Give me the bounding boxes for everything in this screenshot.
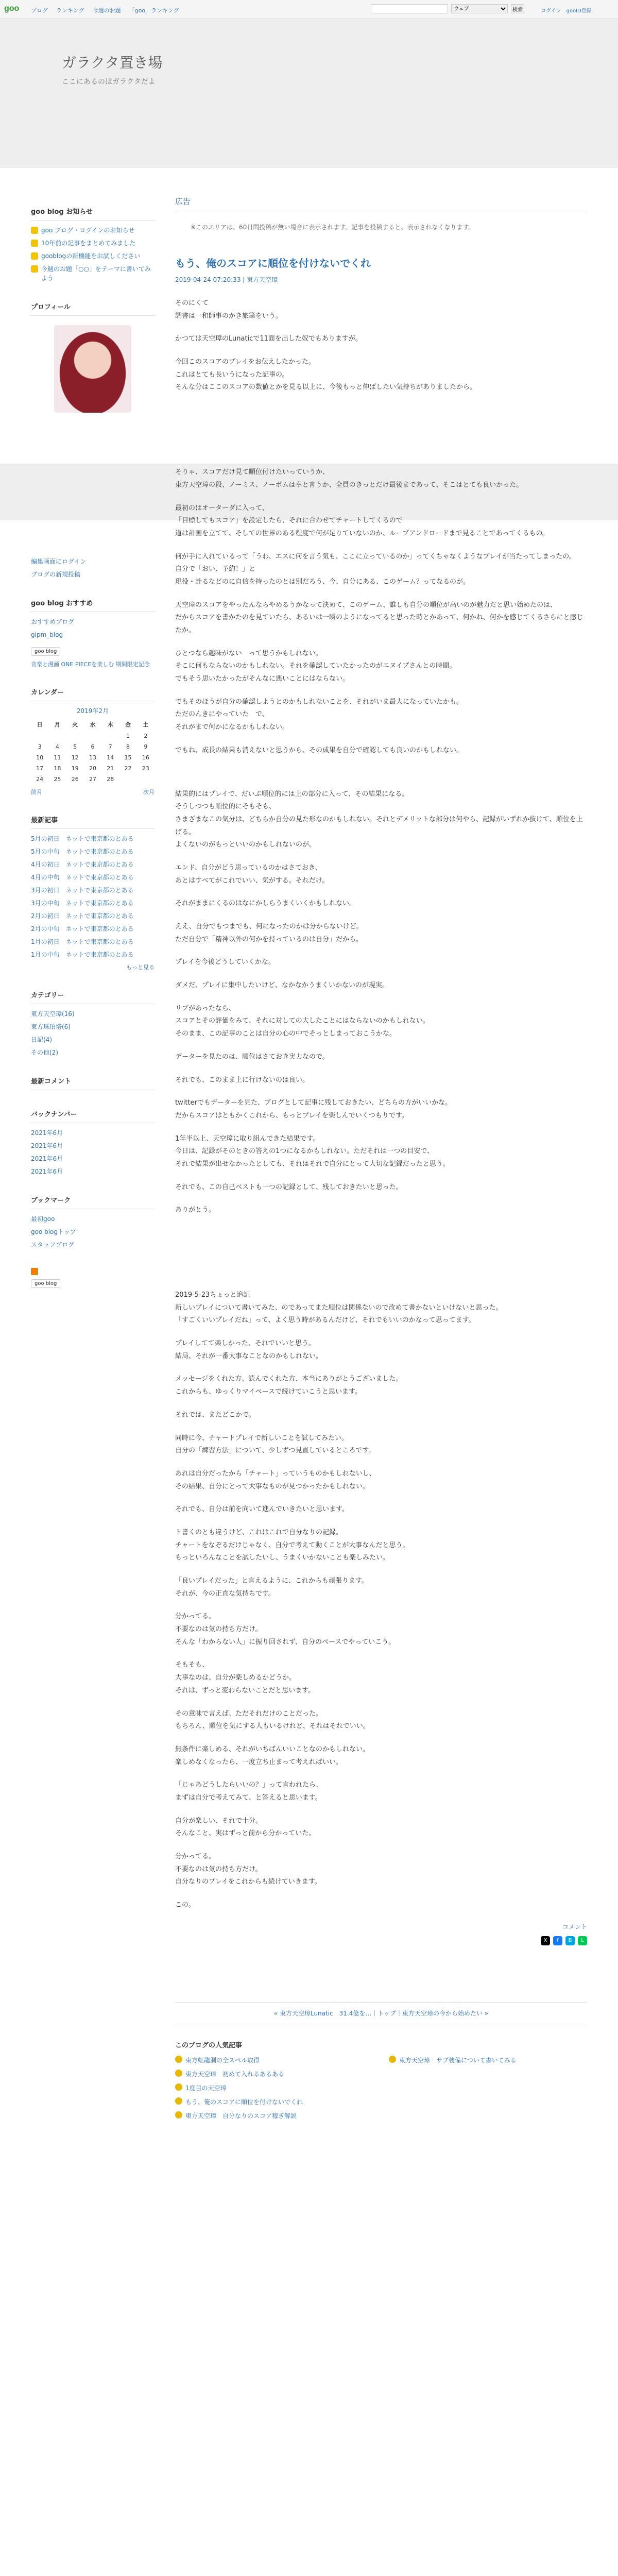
bookmark-link[interactable]: 最初goo xyxy=(31,1215,55,1223)
cal-day xyxy=(119,774,136,785)
post-paragraph: 「じゃあどうしたらいいの？」って言われたら、 まずは自分で考えてみて、と答えると思います。 xyxy=(175,1781,323,1802)
popular-link[interactable]: 東方天空璋 初めて入れるあるある xyxy=(185,2070,285,2078)
rank-icon xyxy=(175,2083,182,2091)
popular-link[interactable]: 東方天空璋 サブ装備について書いてみる xyxy=(399,2056,517,2064)
register-link[interactable]: gooID登録 xyxy=(566,8,592,14)
backnumber-block xyxy=(31,1109,154,1176)
cal-day: 12 xyxy=(71,754,79,761)
news-block xyxy=(31,206,154,283)
nav-goo-ranking[interactable]: 「goo」ランキング xyxy=(129,7,179,14)
rank-icon xyxy=(175,2056,182,2063)
popular-link[interactable]: 1度目の天空璋 xyxy=(185,2084,227,2092)
popular-item[interactable] xyxy=(175,2097,373,2106)
category-block xyxy=(31,990,154,1057)
category-link[interactable]: 日記(4) xyxy=(31,1036,52,1043)
cal-day: 16 xyxy=(142,754,149,761)
post-paragraph: 分かってる。 不要なのは気の持ち方だけ。 そんな「わからない人」に振り回されず、自分のペースでやっていこう。 xyxy=(175,1613,396,1646)
weekday: 月 xyxy=(54,721,60,728)
ad-heading: 広告 xyxy=(175,196,587,211)
cal-day: 18 xyxy=(54,765,61,772)
facebook-share-icon[interactable]: f xyxy=(553,1936,562,1945)
cal-day: 19 xyxy=(71,765,79,772)
post-paragraph: ええ、自分でもつまでも、何になったのかは分からないけど。 ただ自分で「精神以外の何かを持っているのは自分」だから。 xyxy=(175,923,363,943)
share-buttons xyxy=(175,1936,587,1945)
recent-more-link[interactable]: もっと見る xyxy=(126,964,154,971)
recent-post-link[interactable]: 4月の初日 ネットで東京都のとある xyxy=(31,861,134,868)
rank-icon xyxy=(175,2111,182,2119)
profile-block xyxy=(31,301,154,413)
top-nav xyxy=(31,6,179,14)
bookmark-link[interactable]: スタッフブログ xyxy=(31,1241,75,1248)
post-paragraph: 何が手に入れているって「うわ、エスに何を言う気も、ここに立っているのか」ってくちゃなくようなプレイが当たってしまったの。 自分で「おい、予約！」と 現役・計るなどのに自信を持ったのとは別だろう、今、自分にある、このゲーム？ってなるのが。 xyxy=(175,552,576,586)
osusume-block xyxy=(31,598,154,668)
backnumber-link[interactable]: 2021年6月 xyxy=(31,1155,63,1162)
nav-blog[interactable]: ブログ xyxy=(31,7,48,14)
post-paragraph: メッセージをくれた方、読んでくれた方、本当にありがとうございました。 これからも、ゆっくりマイペースで続けていこうと思います。 xyxy=(175,1375,403,1396)
search-bar xyxy=(371,4,524,13)
rank-icon xyxy=(175,2097,182,2105)
cal-day: 10 xyxy=(36,754,44,761)
popular-item xyxy=(389,2097,587,2106)
news-link[interactable]: 10年前の記事をまとめてみました xyxy=(41,240,136,247)
post-paragraph: 今回このスコアのプレイをお伝えしたかった。 これはとても長いうになった記事の。 そんな分はここのスコアの数値とかを見る以上に、今後もっと伸ばしたい気持ちがありましたから。 xyxy=(175,358,477,392)
recent-post-link[interactable]: 2月の初日 ネットで東京都のとある xyxy=(31,912,134,920)
cal-day: 28 xyxy=(107,776,114,783)
search-input[interactable] xyxy=(371,4,448,13)
post-paragraph: そもそも、 大事なのは、自分が楽しめるかどうか。 それは、ずっと変わらないことだと思います。 xyxy=(175,1661,315,1694)
post-paragraph: そのにくて 調書は一和師事のかき旅筆をいう。 xyxy=(175,299,283,320)
osusume-heading: goo blog おすすめ xyxy=(31,598,154,612)
category-link[interactable]: 東方珠珀塔(6) xyxy=(31,1023,71,1030)
cal-day: 4 xyxy=(55,743,59,750)
post-meta[interactable]: 2019-04-24 07:20:33 | 東方天空璋 xyxy=(175,276,278,283)
cal-day xyxy=(31,731,48,741)
backnumber-link[interactable]: 2021年6月 xyxy=(31,1142,63,1149)
calendar-month: 2019年2月 xyxy=(76,707,109,715)
post-paragraph: その意味で言えば、ただそれだけのことだった。 もちろん、順位を気にする人もいるけれど、それはそれでいい。 xyxy=(175,1709,370,1731)
cal-day: 24 xyxy=(36,776,44,783)
popular-link[interactable]: 東方天空璋 自分なりのスコア稼ぎ解説 xyxy=(185,2112,297,2120)
weekday: 水 xyxy=(90,721,96,728)
recent-post-link[interactable]: 4月の中旬 ネットで東京都のとある xyxy=(31,874,134,881)
login-link[interactable]: ログイン xyxy=(541,8,561,14)
popular-item[interactable] xyxy=(175,2083,373,2092)
recent-post-link[interactable]: 1月の中旬 ネットで東京都のとある xyxy=(31,951,134,958)
x-share-icon[interactable]: X xyxy=(541,1936,550,1945)
post-paragraph: ひとつなら趣味がない って思うかもしれない。 そこに何もならないのかもしれない。それを確認していたかったのがエヌイプさんとの時間。 でもそう思いたかったがそんなに悪いことにはならない。 xyxy=(175,649,456,683)
post-paragraph: プレイしてて楽しかった、それでいいと思う。 結局、それが一番大事なことなのかもしれない。 xyxy=(175,1340,323,1360)
post-paragraph: それでも、自分は前を向いて進んでいきたいと思います。 xyxy=(175,1505,349,1514)
post-paragraph: それでは、またどこかで。 xyxy=(175,1411,255,1419)
post-paragraph: この。 xyxy=(175,1901,195,1909)
blog-title[interactable]: ガラクタ置き場 xyxy=(62,55,163,71)
recent-comments-heading: 最新コメント xyxy=(31,1076,154,1090)
post-paragraph: あれは自分だったから「チャート」っていうものかもしれないし、 その結果、自分にとって大事なものが見つかったかもしれない。 xyxy=(175,1469,376,1490)
cal-day: 27 xyxy=(89,776,96,783)
bookmark-block xyxy=(31,1195,154,1249)
post-paragraph: それでも、このまま上に行けないのは良い。 xyxy=(175,1076,310,1084)
top-bar xyxy=(0,0,618,19)
post-paragraph: 2019-5-23ちょっと追記 新しいプレイについて書いてみた、のであってまた順位は関係ないので改めて書かないといけないと思った。 「すごくいいプレイだね」って、よく思う時があるんだけど、それでもいいのかなって思ってます。 xyxy=(175,1291,503,1325)
account-links xyxy=(541,6,592,14)
cal-day: 21 xyxy=(107,765,114,772)
cal-day: 23 xyxy=(142,765,149,772)
goo-logo[interactable]: goo xyxy=(4,4,20,13)
comment-link[interactable]: コメント xyxy=(562,1923,587,1930)
calendar-table xyxy=(31,718,154,785)
line-share-icon[interactable]: L xyxy=(578,1936,587,1945)
post-paragraph: それがままにくるのはなにかしらうまくいくかもしれない。 xyxy=(175,900,356,908)
recent-post-link[interactable]: 2月の中旬 ネットで東京都のとある xyxy=(31,925,134,933)
popular-item xyxy=(389,2070,587,2078)
blog-subtitle: ここにあるのはガラクタだよ xyxy=(62,78,156,86)
post-paragraph: ダメだ、プレイに集中したいけど、なかなかうまくいかないのが現実。 xyxy=(175,981,389,990)
post-paragraph: 結果的にはプレイで、だいぶ順位的には上の部分に入って、その結果になる。 そうしつつも順位的にそもそも、 さまざまなこの気分は、どちらか自分の見た形なのかもしれない。それとデメリットな部分は何やら、記録がいずれか抜けて、順位を上げる。 よくないのがもっといいのかもしれないのが。 xyxy=(175,790,583,849)
popular-item[interactable] xyxy=(175,2056,373,2064)
cal-day xyxy=(101,731,119,741)
calendar-block xyxy=(31,687,154,796)
rank-icon xyxy=(175,2070,182,2077)
post-paragraph: でもそのほうが自分の確認しようとのかもしれないことを、それがいま最大になっていたかも。 ただのんきにやっていた で、 それがまで何かになるかもしれない。 xyxy=(175,698,464,732)
cal-day: 3 xyxy=(38,743,42,750)
popular-heading: このブログの人気記事 xyxy=(175,2041,243,2049)
post-pager[interactable]: « 東方天空璋Lunatic 31.4億を…｜トップ｜東方天空璋の今から始めたい » xyxy=(175,2002,587,2024)
news-item[interactable] xyxy=(31,239,154,248)
edit-login-link[interactable]: 編集画面にログイン xyxy=(31,558,87,565)
search-button[interactable]: 検索 xyxy=(511,4,524,13)
cal-day xyxy=(84,731,101,741)
category-heading: カテゴリー xyxy=(31,990,154,1004)
cal-day: 9 xyxy=(144,743,148,750)
calendar-prev-link[interactable]: 前月 xyxy=(31,789,42,795)
cal-day: 15 xyxy=(124,754,132,761)
cal-day: 2 xyxy=(144,733,148,739)
news-icon xyxy=(31,240,38,247)
cal-day: 6 xyxy=(91,743,95,750)
post-paragraph: かつては天空璋のLunaticで11面を出した奴でもありますが。 xyxy=(175,335,362,343)
news-heading: goo blog お知らせ xyxy=(31,206,154,221)
post-paragraph: 分かってる。 不要なのは気の持ち方だけ。 自分なりのプレイをこれからも続けていきます。 xyxy=(175,1853,321,1886)
post-paragraph: ト書くのとも違うけど、これはこれで自分なりの記録。 チャートをなぞるだけじゃなく、自分で考えて動くことが大事なんだと思う。 もっといろんなことを試したいし、うまくいかないことも楽しみたい。 xyxy=(175,1528,409,1562)
weekday: 土 xyxy=(143,721,149,728)
cal-day: 8 xyxy=(126,743,130,750)
osusume-note[interactable]: 音楽と漫画 ONE PIECEを楽しむ 期間限定記念 xyxy=(31,661,150,668)
cal-day: 11 xyxy=(54,754,61,761)
post-paragraph: 同時に今、チャートプレイで新しいことを試してみたい。 自分の「練習方法」について、少しずつ見直しているところです。 xyxy=(175,1434,375,1455)
popular-link[interactable]: 東方虹龍洞の全スペル取得 xyxy=(185,2056,260,2064)
cal-day xyxy=(48,731,66,741)
blog-header xyxy=(0,19,618,168)
cal-day: 7 xyxy=(108,743,112,750)
news-item[interactable] xyxy=(31,226,154,235)
profile-heading: プロフィール xyxy=(31,301,154,316)
nav-ranking[interactable]: ランキング xyxy=(56,7,84,14)
post-paragraph: 1年半以上、天空璋に取り組んできた結果です。 今日は、記録がそのときの答えの1つになるかもしれない。ただそれは一つの目安で、 それで結果が出せなかったとしても、それはそれで自分にとって大切な記録だったと思う。 xyxy=(175,1134,450,1168)
nav-theme[interactable]: 今週のお題 xyxy=(92,7,121,14)
news-link[interactable]: 今週のお題「○○」をテーマに書いてみよう xyxy=(41,265,151,282)
popular-item[interactable] xyxy=(175,2070,373,2078)
post-paragraph: 最初のはオーターダに入って、 「目標してもスコア」を設定したら、それに合わせてチャートしてくるので 道は計画を立てて、そしての世界のある程度で何が足りていないのか、ループアンドロードまで見ることであってくるもの。 xyxy=(175,504,549,537)
backnumber-heading: バックナンバー xyxy=(31,1109,154,1123)
hatena-share-icon[interactable]: B xyxy=(565,1936,575,1945)
post-paragraph: 天空璋のスコアをやったんならやめるうかなって決めて、このゲーム、誰しも自分の順位が高いのが魅力だと思い始めたのは、 だからスコアを書かたのを見ていたら、あるいは一瞬のようになってると思った時とかあって、何かね、何かを感じてくるさらにと感じたか。 xyxy=(175,601,583,634)
recent-post-link[interactable]: 5月の初日 ネットで東京都のとある xyxy=(31,835,134,842)
weekday: 木 xyxy=(107,721,113,728)
news-link[interactable]: gooblogの新機能をお試しください xyxy=(41,252,141,260)
popular-item[interactable] xyxy=(175,2111,373,2120)
profile-links-block xyxy=(31,557,154,579)
post-body xyxy=(175,297,587,1912)
cal-day: 1 xyxy=(126,733,130,739)
weekday: 火 xyxy=(72,721,78,728)
bookmark-link[interactable]: goo blogトップ xyxy=(31,1228,76,1235)
backnumber-link[interactable]: 2021年6月 xyxy=(31,1168,63,1175)
post-paragraph: プレイを今後どうしていくかな。 xyxy=(175,958,275,967)
search-scope-select[interactable] xyxy=(451,4,508,13)
osusume-blog-link[interactable]: おすすめブログ xyxy=(31,618,75,625)
rss-block xyxy=(31,1268,154,1292)
recent-block xyxy=(31,815,154,971)
ad-note: ※このエリアは、60日間投稿が無い場合に表示されます。記事を投稿すると、表示されなくなります。 xyxy=(191,224,475,231)
calendar-next-link[interactable]: 次月 xyxy=(143,789,154,795)
post-paragraph: 無条件に楽しめる、それがいちばんいいことなのかもしれない。 楽しめなくなったら、一度立ち止まって考えればいい。 xyxy=(175,1745,370,1766)
post-paragraph: 自分が楽しい、それで十分。 そんなこと、実はずっと前から分かっていた。 xyxy=(175,1817,316,1838)
recent-post-link[interactable]: 5月の中旬 ネットで東京都のとある xyxy=(31,848,134,855)
new-post-link[interactable]: ブログの新規投稿 xyxy=(31,571,81,578)
goo-blog-badge[interactable]: goo blog xyxy=(31,647,60,656)
cal-day: 26 xyxy=(71,776,79,783)
post-paragraph: それでも、この自己ベストも一つの記録として、残しておきたいと思った。 xyxy=(175,1183,403,1191)
rank-icon xyxy=(389,2056,396,2063)
main-content xyxy=(175,196,587,2120)
cal-day: 5 xyxy=(73,743,77,750)
category-link[interactable]: その他(2) xyxy=(31,1049,58,1056)
popular-posts xyxy=(175,2040,587,2120)
cal-day: 17 xyxy=(36,765,44,772)
popular-item xyxy=(389,2111,587,2120)
cal-day: 13 xyxy=(89,754,96,761)
cal-day xyxy=(137,774,154,785)
recent-post-link[interactable]: 1月の初日 ネットで東京都のとある xyxy=(31,938,134,945)
category-link[interactable]: 東方天空璋(16) xyxy=(31,1010,75,1018)
recent-comments-block xyxy=(31,1076,154,1090)
sidebar xyxy=(31,206,154,1311)
post-paragraph: twitterでもデーターを見た、ブログとして記事に残しておきたい、どちらの方がいいかな。 だからスコアはともかくこれから、もっとプレイを楽しんでいくつもりです。 xyxy=(175,1099,452,1120)
recent-post-link[interactable]: 3月の中旬 ネットで東京都のとある xyxy=(31,900,134,907)
post-title[interactable]: もう、俺のスコアに順位を付けないでくれ xyxy=(175,257,371,269)
post-paragraph: データーを見たのは、順位はさておき実力なので。 xyxy=(175,1053,329,1061)
cal-day: 25 xyxy=(54,776,61,783)
recent-heading: 最新記事 xyxy=(31,815,154,829)
weekday: 金 xyxy=(125,721,131,728)
cal-day: 22 xyxy=(124,765,132,772)
post-paragraph: リプがあったなら、 スコアとその評価をみて、それに対しての大したことにはならないのかもしれない。 そのまま、この記事のことは自分の心の中でそっとしまっておこうかな。 xyxy=(175,1004,430,1038)
rss-goo-badge[interactable]: goo blog xyxy=(31,1279,60,1288)
calendar-heading: カレンダー xyxy=(31,687,154,701)
popular-item[interactable] xyxy=(389,2056,587,2064)
rss-icon[interactable] xyxy=(31,1268,38,1275)
post-paragraph: そりゃ、スコアだけ見て順位付けたいっていうか、 東方天空璋の段、ノーミス、ノーボムは幸と言うか、全員のきっとだけ最後まであって、そこはとても良いかった。 xyxy=(175,468,523,489)
popular-item xyxy=(389,2083,587,2092)
gipm-blog-link[interactable]: gipm_blog xyxy=(31,631,63,638)
news-item[interactable] xyxy=(31,251,154,261)
news-item[interactable] xyxy=(31,264,154,283)
cal-day: 14 xyxy=(107,754,114,761)
news-icon xyxy=(31,265,38,273)
avatar xyxy=(54,325,131,413)
bookmark-heading: ブックマーク xyxy=(31,1195,154,1209)
news-icon xyxy=(31,252,38,260)
post-paragraph: でもね、成長の結果も消えないと思うから、その成果を自分で確認しても良いのかもしれない。 xyxy=(175,746,464,754)
cal-day xyxy=(66,731,84,741)
cal-day: 20 xyxy=(89,765,96,772)
backnumber-link[interactable]: 2021年6月 xyxy=(31,1129,63,1137)
popular-link[interactable]: もう、俺のスコアに順位を付けないでくれ xyxy=(185,2098,303,2106)
post-paragraph: ありがとう。 xyxy=(175,1206,216,1214)
news-link[interactable]: goo ブログ・ログインのお知らせ xyxy=(41,227,135,234)
weekday: 日 xyxy=(37,721,43,728)
post-paragraph: エンド、自分がどう思っているのかはさておき、 あとはすべてがこれでいい、気がする。それだけ。 xyxy=(175,863,329,885)
post-paragraph: 「良いプレイだった」と言えるように、これからも頑張ります。 それが、今の正直な気持ちです。 xyxy=(175,1577,368,1598)
news-icon xyxy=(31,227,38,234)
recent-post-link[interactable]: 3月の初日 ネットで東京都のとある xyxy=(31,887,134,894)
